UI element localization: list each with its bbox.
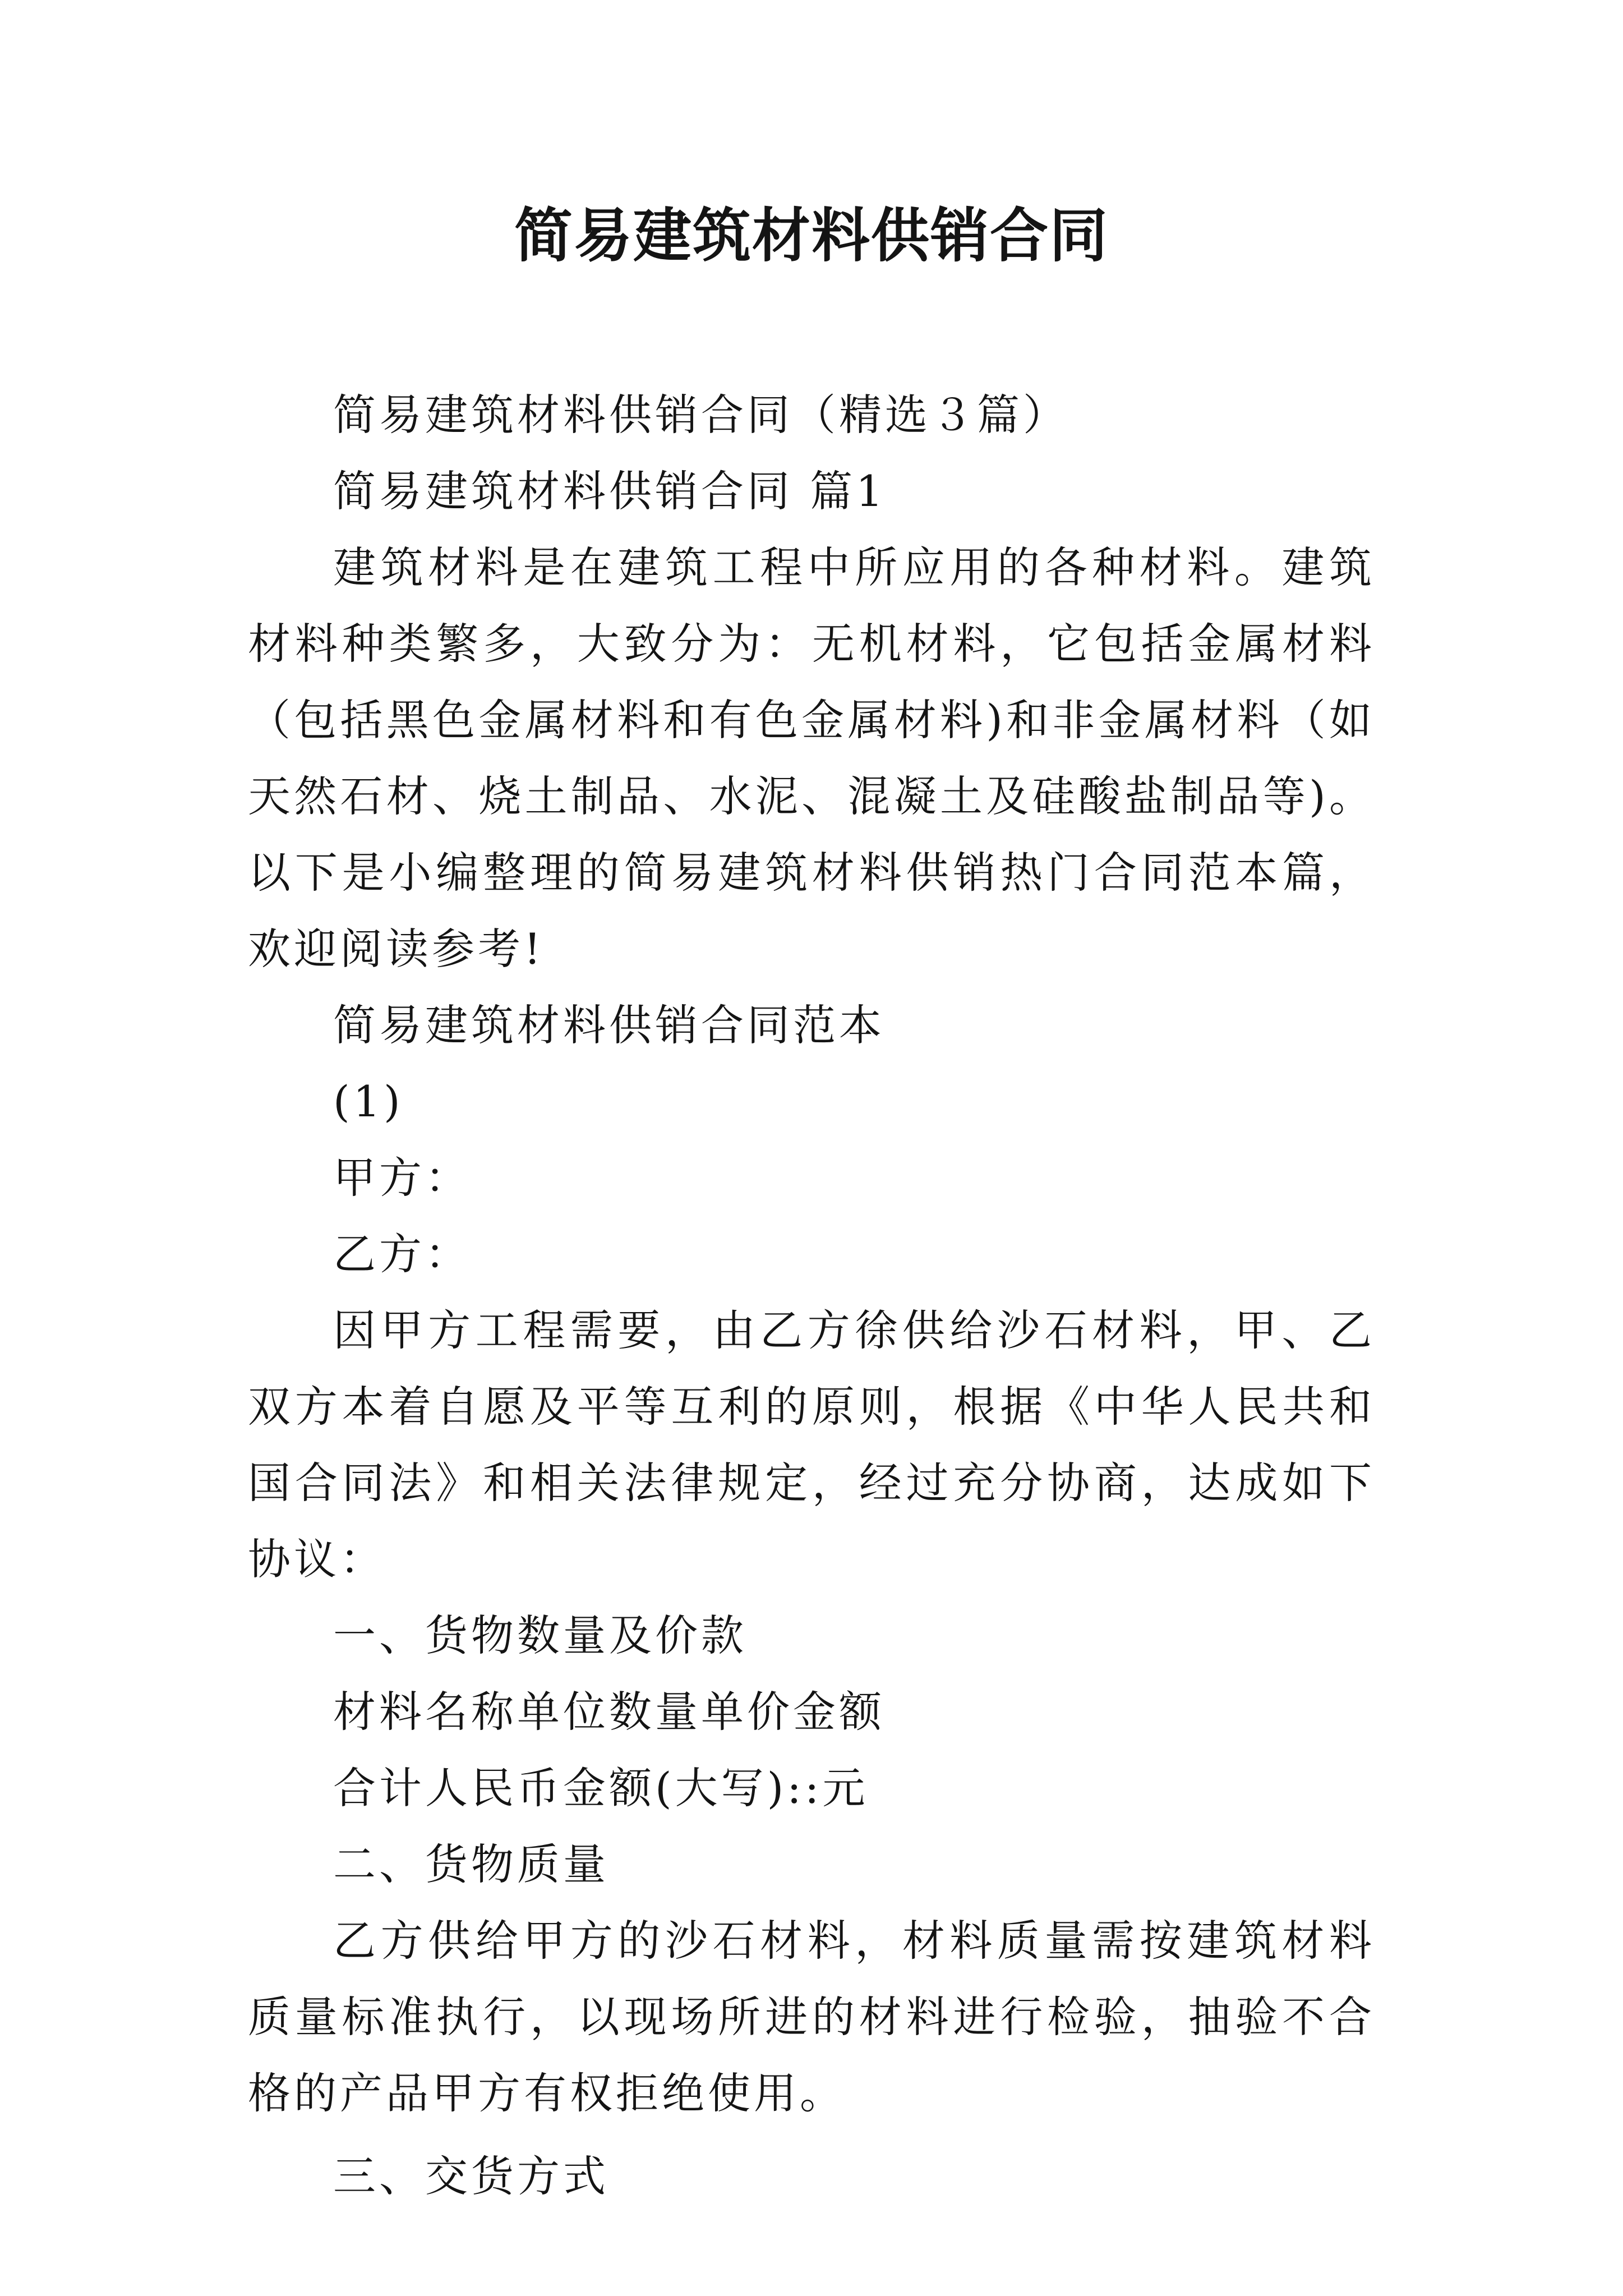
- paragraph-number: (1): [333, 1076, 404, 1126]
- paragraph-template-title: 简易建筑材料供销合同范本: [333, 1000, 885, 1050]
- document-title: 简易建筑材料供销合同: [514, 201, 1109, 270]
- total-amount-line: 合计人民币金额(大写)::元: [333, 1763, 869, 1813]
- paragraph-intro: 建筑材料是在建筑工程中所应用的各种材料。建筑材料种类繁多，大致分为：无机材料，它包括金属材料（包括黑色金属材料和有色金属材料)和非金属材料（如天然石材、烧土制品、水泥、混凝土及硅酸盐制品等)。以下是小编整理的简易建筑材料供销热门合同范本篇，欢迎阅读参考!: [248, 542, 1375, 974]
- clause-3-heading: 三、交货方式: [333, 2151, 609, 2201]
- paragraph-section-heading: 简易建筑材料供销合同 篇1: [333, 466, 887, 516]
- clause-2-heading: 二、货物质量: [333, 1839, 609, 1889]
- clause-1-heading: 一、货物数量及价款: [333, 1611, 747, 1660]
- paragraph-agreement: 因甲方工程需要，由乙方徐供给沙石材料，甲、乙双方本着自愿及平等互利的原则，根据《中华人民共和国合同法》和相关法律规定，经过充分协商，达成如下协议：: [248, 1305, 1375, 1584]
- party-b-line: 乙方：: [333, 1229, 471, 1279]
- document-body: [248, 377, 1375, 2215]
- clause-2-text: 乙方供给甲方的沙石材料，材料质量需按建筑材料质量标准执行，以现场所进的材料进行检验，抽验不合格的产品甲方有权拒绝使用。: [248, 1916, 1375, 2118]
- party-a-line: 甲方：: [333, 1153, 471, 1203]
- material-table-header: 材料名称单位数量单价金额: [333, 1687, 885, 1737]
- paragraph-subtitle: 简易建筑材料供销合同（精选３篇）: [333, 390, 1069, 440]
